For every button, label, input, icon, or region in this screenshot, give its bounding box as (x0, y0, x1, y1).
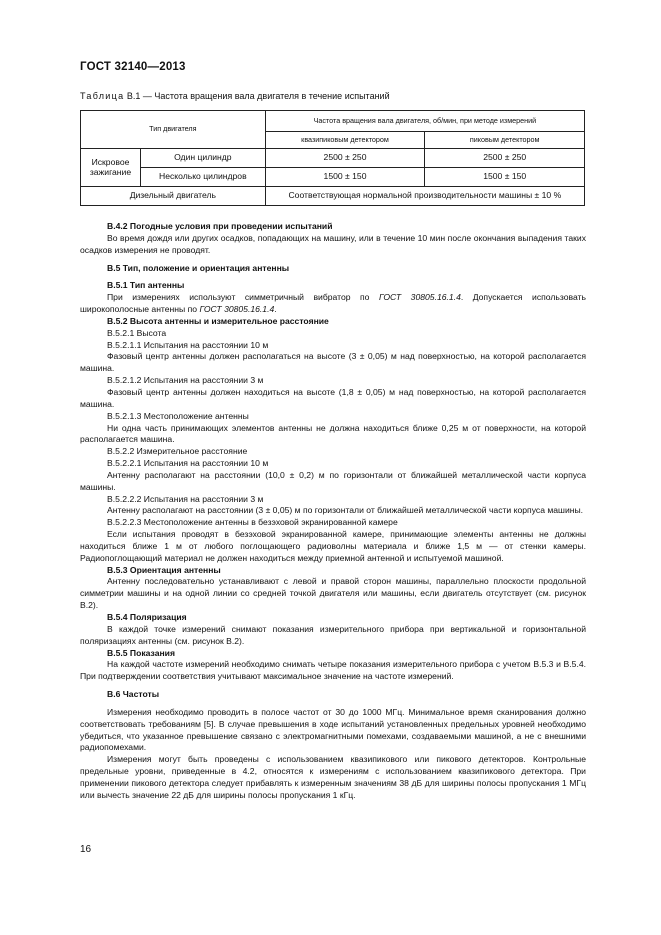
section-b6-para1: Измерения необходимо проводить в полосе частот от 30 до 1000 МГц. Минимальное время сканирования должно соответствовать требованиям [5]. В случае превышения в ходе испытаний установленных предельных уровней необходимо убедиться, что указанное превышение связано с электромагнитными помехами, создаваемыми машиной, а не с внешними радиопомехами. (80, 706, 586, 753)
section-b54-title: В.5.4 Поляризация (107, 612, 187, 622)
section-b5223-text: Если испытания проводят в безэховой экранированной камере, принимающие элементы антенны не должны находиться ближе 1 м от любого поглощающего радиоволны материала и ближе 1,5 м — от стенки камеры. Радиопоглощающий материал не должен находиться между приемной антенной и испытуемой машиной. (80, 529, 586, 563)
row-one-cylinder: Один цилиндр (140, 149, 265, 168)
header-quasi-peak: квазипиковым детектором (265, 132, 425, 149)
cell-multi-cyl-qp: 1500 ± 150 (265, 168, 425, 187)
section-b5-title: В.5 Тип, положение и ориентация антенны (107, 262, 290, 273)
table-caption (80, 91, 390, 101)
section-b5211: В.5.2.1.1 Испытания на расстоянии 10 м (107, 339, 269, 350)
row-multi-cylinder: Несколько цилиндров (140, 168, 265, 187)
section-b52-title: В.5.2 Высота антенны и измерительное расстояние (107, 315, 329, 326)
cell-multi-cyl-peak: 1500 ± 150 (425, 168, 585, 187)
section-b6-para2: Измерения могут быть проведены с использованием квазипикового или пикового детекторов. Контрольные предельные уровни, приведенные в 4.2, относятся к измерениям с использованием квазипикового детектора. При применении пикового детектора следует прибавлять к измеренным значениям 38 дБ для ширины полосы пропускания 1 МГц или вычесть значение 22 дБ для ширины полосы пропускания 1 кГц. (80, 754, 586, 800)
section-b54-text: В каждой точке измерений снимают показания измерительного прибора при вертикальной и горизонтальной поляризациях антенны (см. рисунок В.2). (80, 623, 586, 646)
cell-one-cyl-qp: 2500 ± 250 (265, 149, 425, 168)
section-b5222: В.5.2.2.2 Испытания на расстоянии 3 м (107, 493, 264, 504)
section-b5223: В.5.2.2.3 Местоположение антенны в безэховой экранированной камере (107, 517, 398, 528)
section-b51-text (80, 292, 586, 316)
section-b5213: В.5.2.1.3 Местоположение антенны (107, 410, 249, 421)
section-b5212: В.5.2.1.2 Испытания на расстоянии 3 м (107, 375, 264, 386)
section-b5211-text: Фазовый центр антенны должен располагаться на высоте (3 ± 0,05) м над поверхностью, на которой располагается машина. (80, 351, 586, 374)
b51-reference: ГОСТ 30805.16.1.4 (378, 292, 461, 303)
page-number: 16 (80, 844, 92, 855)
b51-text-part: . (274, 304, 277, 315)
header-engine-type: Тип двигателя (81, 111, 266, 149)
header-rotation-speed: Частота вращения вала двигателя, об/мин, при методе измерений (265, 111, 584, 132)
section-b5212-text: Фазовый центр антенны должен находиться на высоте (1,8 ± 0,05) м над поверхностью, на которой располагается машина. (80, 386, 586, 409)
section-b42-title: В.4.2 Погодные условия при проведении испытаний (107, 221, 333, 231)
section-b6-title: В.6 Частоты (107, 689, 160, 700)
b51-reference: ГОСТ 30805.16.1.4 (199, 304, 275, 315)
cell-diesel: Соответствующая нормальной производительности машины ± 10 % (265, 187, 584, 206)
section-b42-text: Во время дождя или других осадков, попадающих на машину, или в течение 10 мин после окончания выпадения таких осадков измерения не проводят. (80, 232, 586, 255)
section-b55-title: В.5.5 Показания (107, 647, 175, 658)
document-body (80, 221, 586, 802)
table-caption-text: В.1 — Частота вращения вала двигателя в течение испытаний (124, 91, 390, 101)
row-diesel: Дизельный двигатель (81, 187, 266, 206)
section-b5213-text: Ни одна часть принимающих элементов антенны не должна находиться ближе 0,25 м от поверхности, на которой располагается машина. (80, 422, 586, 445)
section-b522: В.5.2.2 Измерительное расстояние (107, 446, 248, 457)
rotation-speed-table (80, 110, 585, 206)
section-b53-text: Антенну последовательно устанавливают с левой и правой сторон машины, параллельно плоскости продольной симметрии машины и на одной линии со средней точкой двигателя или машины, если двигатель отсутствует (см. рисунок В.2). (80, 576, 586, 611)
section-b5221-text: Антенну располагают на расстоянии (10,0 ± 0,2) м по горизонтали от ближайшей металлической части корпуса машины. (80, 469, 586, 492)
b51-text-part: При измерениях используют симметричный вибратор по (107, 292, 379, 303)
header-peak: пиковым детектором (425, 132, 585, 149)
table-caption-word: Таблица (80, 91, 125, 101)
document-header: ГОСТ 32140—2013 (80, 61, 186, 73)
row-spark-ignition: Искровое зажигание (81, 149, 141, 187)
section-b521: В.5.2.1 Высота (107, 327, 167, 338)
cell-one-cyl-peak: 2500 ± 250 (425, 149, 585, 168)
section-b55-text: На каждой частоте измерений необходимо снимать четыре показания измерительного прибора с учетом В.5.3 и В.5.4. При подтверждении соответствия учитывают максимальное значение на частоте измерений. (80, 659, 586, 682)
section-b5222-text: Антенну располагают на расстоянии (3 ± 0,05) м по горизонтали от ближайшей металлической части корпуса машины. (107, 505, 584, 516)
b51-text-part: . Допускается использовать широкополосные антенны по (80, 292, 586, 315)
section-b53-title: В.5.3 Ориентация антенны (107, 564, 221, 575)
section-b51-title: В.5.1 Тип антенны (107, 280, 185, 291)
section-b5221: В.5.2.2.1 Испытания на расстоянии 10 м (107, 458, 269, 469)
